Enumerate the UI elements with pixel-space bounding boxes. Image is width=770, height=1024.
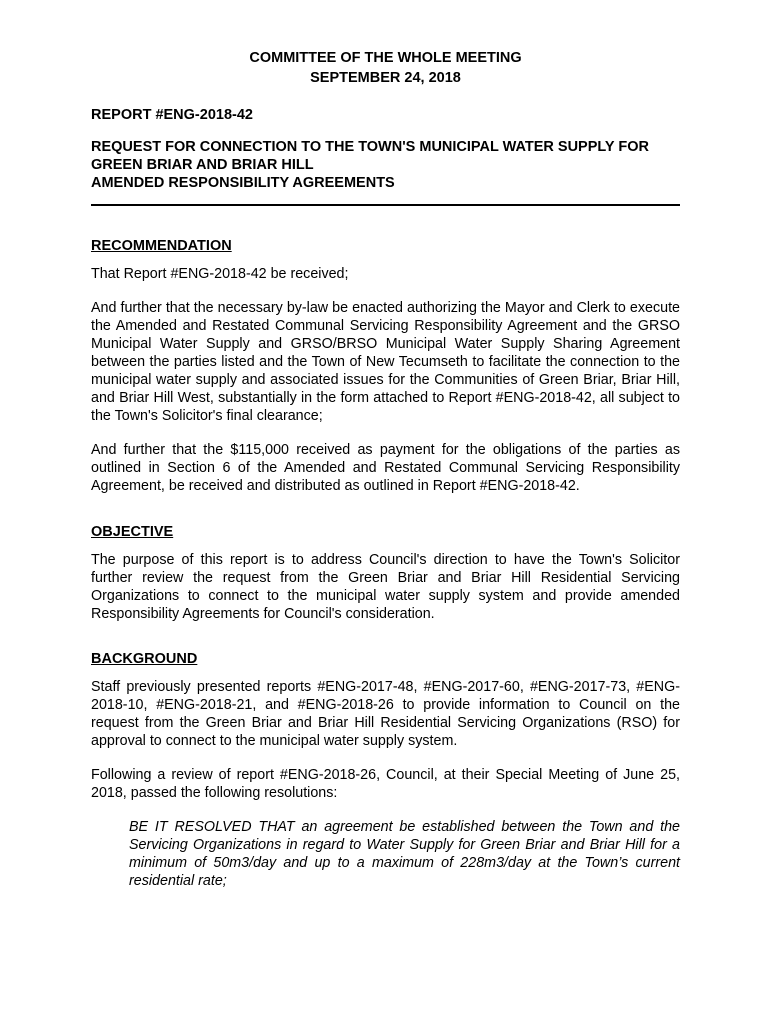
- recommendation-heading: RECOMMENDATION: [91, 238, 232, 254]
- title-divider: [91, 204, 680, 206]
- objective-paragraph: The purpose of this report is to address Council's direction to have the Town's Solicitor further review the request from the Green Briar and Briar Hill Residential Servicing Organizations to connect to the municipal water supply system and provide amended Responsibility Agreements for Council's consideration.: [91, 552, 680, 622]
- background-heading: BACKGROUND: [91, 651, 198, 667]
- document-page: [91, 48, 680, 890]
- background-paragraph: Following a review of report #ENG-2018-26, Council, at their Special Meeting of June 25, 2018, passed the following resolutions:: [91, 767, 680, 801]
- recommendation-paragraph: And further that the $115,000 received as payment for the obligations of the parties as outlined in Section 6 of the Amended and Restated Communal Servicing Responsibility Agreement, be received and distributed as outlined in Report #ENG-2018-42.: [91, 442, 680, 494]
- recommendation-paragraph: That Report #ENG-2018-42 be received;: [91, 266, 349, 282]
- report-title: [91, 138, 680, 192]
- report-number: REPORT #ENG-2018-42: [91, 107, 253, 123]
- report-title-line: GREEN BRIAR AND BRIAR HILL: [91, 157, 314, 173]
- meeting-title: COMMITTEE OF THE WHOLE MEETING: [249, 50, 522, 66]
- background-paragraph: Staff previously presented reports #ENG-2017-48, #ENG-2017-60, #ENG-2017-73, #ENG-2018-10, #ENG-2018-21, and #ENG-2018-26 to provide information to Council on the request from the Green Briar and Briar Hill Residential Servicing Organizations (RSO) for approval to connect to the municipal water supply system.: [91, 679, 680, 749]
- resolution-quote: BE IT RESOLVED THAT an agreement be established between the Town and the Servicing Organizations in regard to Water Supply for Green Briar and Briar Hill for a minimum of 50m3/day and up to a maximum of 228m3/day at the Town’s current residential rate;: [129, 819, 680, 889]
- report-title-line: AMENDED RESPONSIBILITY AGREEMENTS: [91, 175, 395, 191]
- recommendation-paragraph: And further that the necessary by-law be enacted authorizing the Mayor and Clerk to execute the Amended and Restated Communal Servicing Responsibility Agreement and the GRSO Municipal Water Supply and GRSO/BRSO Municipal Water Supply Sharing Agreement between the parties listed and the Town of New Tecumseth to facilitate the connection to the municipal water supply and associated issues for the Communities of Green Briar, Briar Hill, and Briar Hill West, substantially in the form attached to Report #ENG-2018-42, all subject to the Town's Solicitor's final clearance;: [91, 300, 680, 424]
- meeting-date: SEPTEMBER 24, 2018: [310, 70, 461, 86]
- report-title-line: REQUEST FOR CONNECTION TO THE TOWN'S MUNICIPAL WATER SUPPLY FOR: [91, 139, 649, 155]
- objective-heading: OBJECTIVE: [91, 524, 174, 540]
